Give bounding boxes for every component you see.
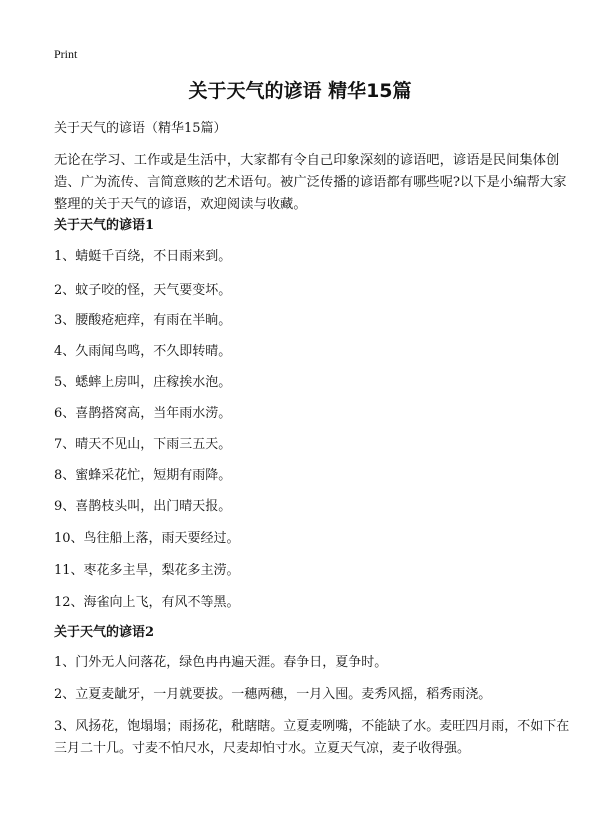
list-item: 6、喜鹊搭窝高，当年雨水涝。 xyxy=(54,406,232,421)
list-item: 3、风扬花，饱塌塌；雨扬花，秕瞎瞎。立夏麦咧嘴，不能缺了水。麦旺四月雨，不如下在三月二十几。寸麦不怕尺水，尺麦却怕寸水。立夏天气凉，麦子收得强。 xyxy=(54,719,570,756)
list-item: 8、蜜蜂采花忙，短期有雨降。 xyxy=(54,468,232,483)
list-item: 4、久雨闻鸟鸣，不久即转晴。 xyxy=(54,344,232,359)
list-item: 11、枣花多主旱，梨花多主涝。 xyxy=(54,563,240,578)
list-item: 1、门外无人问落花，绿色冉冉遍天涯。春争日，夏争时。 xyxy=(54,655,388,670)
list-item: 12、海雀向上飞，有风不等黑。 xyxy=(54,595,240,610)
list-item: 9、喜鹊枝头叫，出门晴天报。 xyxy=(54,499,232,514)
list-item: 1、蜻蜓千百绕，不日雨来到。 xyxy=(54,249,232,264)
list-item: 10、鸟往船上落，雨天要经过。 xyxy=(54,531,240,546)
document-subtitle: 关于天气的谚语（精华15篇） xyxy=(54,121,227,136)
section-heading-1: 关于天气的谚语1 xyxy=(54,218,155,233)
section-heading-2: 关于天气的谚语2 xyxy=(54,625,155,640)
list-item: 3、腰酸疮疤痒，有雨在半晌。 xyxy=(54,313,232,328)
document-title: 关于天气的谚语 精华15篇 xyxy=(188,80,412,102)
intro-paragraph: 无论在学习、工作或是生活中，大家都有令自己印象深刻的谚语吧，谚语是民间集体创造、广为流传、言简意赅的艺术语句。被广泛传播的谚语都有哪些呢?以下是小编帮大家整理的关于天气的谚语，欢迎阅读与收藏。 xyxy=(54,153,567,212)
list-item: 2、立夏麦龇牙，一月就要拔。一穗两穗，一月入囤。麦秀风摇，稻秀雨浇。 xyxy=(54,687,492,702)
list-item: 5、蟋蟀上房叫，庄稼挨水泡。 xyxy=(54,375,232,390)
list-item: 7、晴天不见山，下雨三五天。 xyxy=(54,437,232,452)
print-link[interactable]: Print xyxy=(54,47,78,61)
list-item: 2、蚊子咬的怪，天气要变坏。 xyxy=(54,283,232,298)
